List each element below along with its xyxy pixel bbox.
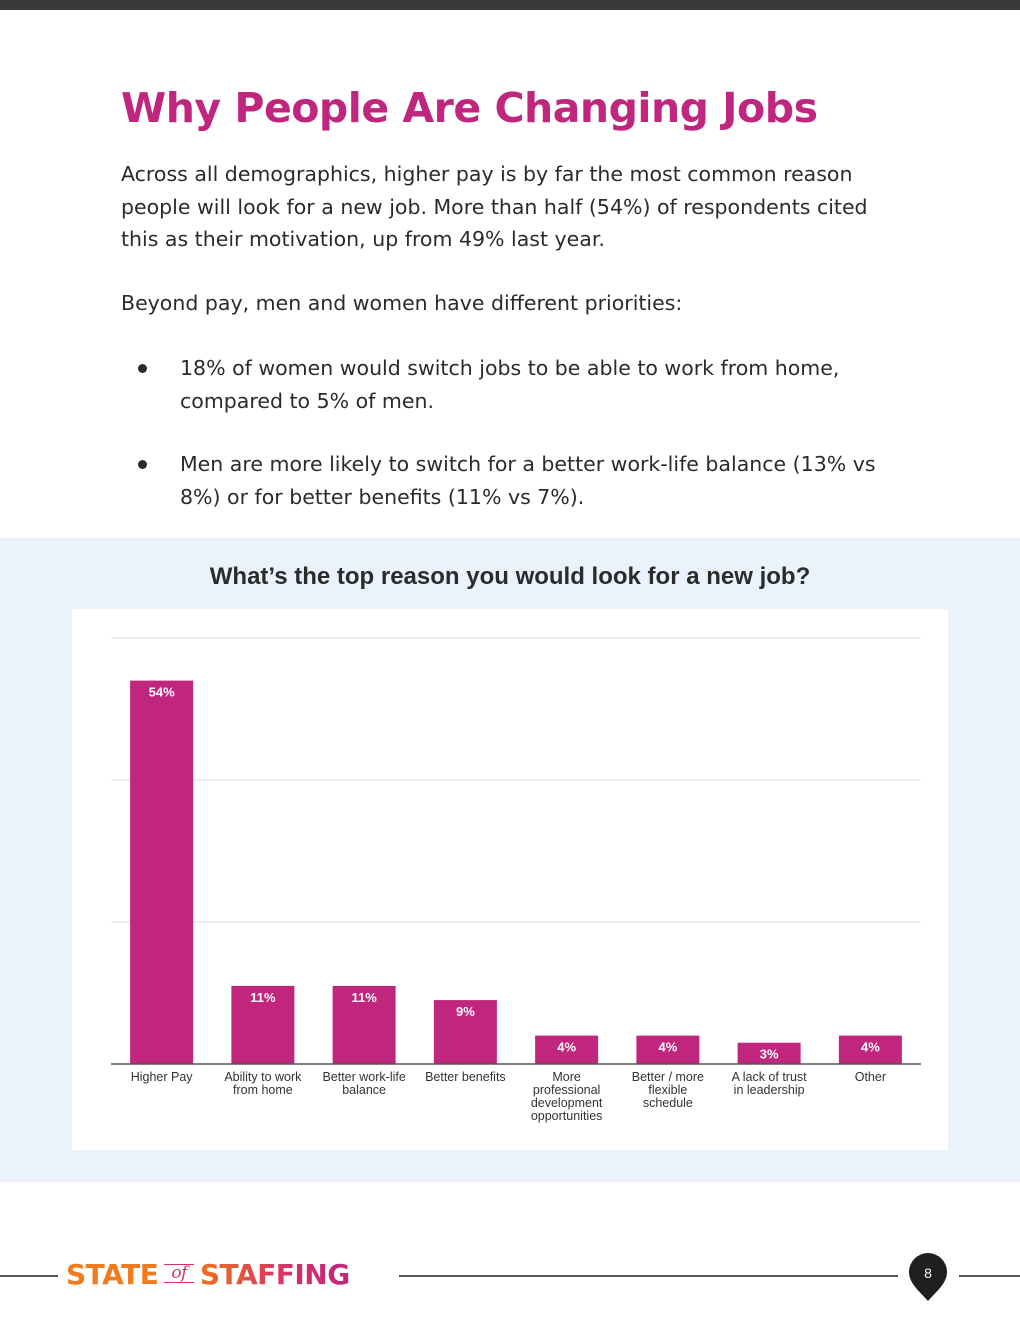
category-label — [531, 1070, 603, 1123]
category-label — [425, 1070, 506, 1084]
bullet-item-work-life-balance: Men are more likely to switch for a better work-life balance (13% vs 8%) or for better benefits (11% vs 7%). — [180, 452, 876, 509]
category-label-line: development — [530, 1096, 603, 1110]
category-label — [131, 1070, 194, 1084]
intro-paragraph: Across all demographics, higher pay is by far the most common reason people will look for a new job. More than half (54%) of respondents cited this as their motivation, up from 49% last year. — [121, 162, 868, 251]
bar-value-label: 4% — [860, 1039, 880, 1055]
category-label-line: from home — [233, 1083, 293, 1097]
page-number: 8 — [924, 1265, 932, 1281]
category-label-line: Better work-life — [322, 1070, 406, 1084]
chart-title: What’s the top reason you would look for a new job? — [209, 563, 811, 590]
page-title: Why People Are Changing Jobs — [121, 84, 818, 132]
bar-value-label: 11% — [351, 989, 377, 1005]
footer-rule-middle — [399, 1275, 898, 1277]
chart-panel — [72, 609, 948, 1150]
bar-value-label: 9% — [455, 1004, 475, 1020]
category-label-line: Other — [854, 1070, 887, 1084]
category-label-line: More — [552, 1070, 581, 1084]
page-number-marker — [907, 1251, 949, 1303]
logo-state-text: STATE — [66, 1258, 159, 1291]
bar — [130, 681, 193, 1064]
category-label — [632, 1070, 704, 1110]
category-label — [322, 1070, 405, 1097]
category-label — [855, 1070, 886, 1084]
priorities-paragraph: Beyond pay, men and women have different priorities: — [121, 291, 683, 315]
category-label-line: professional — [532, 1083, 601, 1097]
category-label-line: Ability to work — [224, 1070, 302, 1084]
bullet-dot — [138, 364, 147, 373]
category-label-line: Better benefits — [425, 1070, 506, 1084]
category-label-line: schedule — [642, 1096, 693, 1110]
top-bar — [0, 0, 1020, 10]
category-label-line: A lack of trust — [731, 1070, 807, 1084]
category-label-line: balance — [342, 1083, 387, 1097]
bullet-dot — [138, 460, 147, 469]
category-label — [224, 1070, 302, 1097]
bar-value-label: 11% — [250, 989, 276, 1005]
bar-value-label: 4% — [658, 1039, 678, 1055]
category-label — [732, 1070, 808, 1097]
logo-of-text: of — [164, 1264, 194, 1283]
bar-value-label: 54% — [148, 684, 175, 700]
category-label-line: Higher Pay — [130, 1070, 193, 1084]
bar-value-label: 3% — [759, 1046, 779, 1062]
footer-rule-left — [0, 1275, 58, 1277]
state-of-staffing-logo — [66, 1258, 350, 1291]
bullet-item-work-from-home: 18% of women would switch jobs to be able to work from home, compared to 5% of men. — [180, 356, 840, 413]
footer-rule-right — [959, 1275, 1020, 1277]
bar-value-label: 4% — [557, 1039, 577, 1055]
logo-staffing-text: STAFFING — [199, 1258, 350, 1291]
category-label-line: flexible — [648, 1083, 688, 1097]
category-label-line: Better / more — [631, 1070, 704, 1084]
bar-chart — [72, 609, 948, 1150]
category-label-line: opportunities — [530, 1109, 603, 1123]
category-label-line: in leadership — [733, 1083, 805, 1097]
